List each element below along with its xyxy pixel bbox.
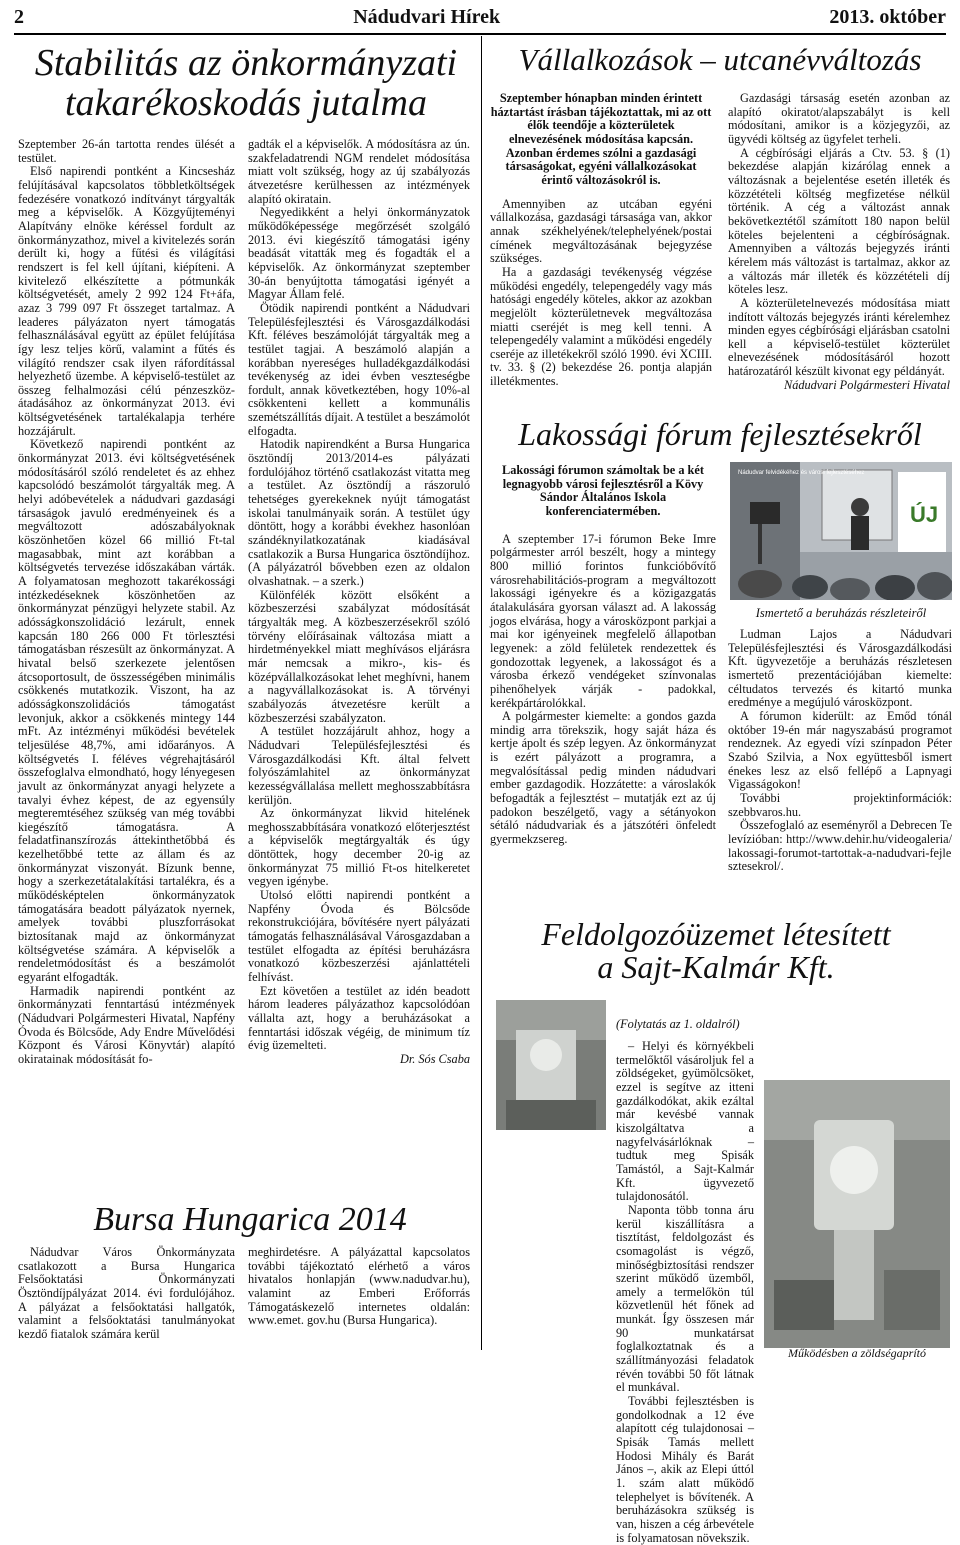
paragraph: meghirdetésre. A pályázattal kapcsolatos további tájékoztató elérhető a város hivatalos honlapján (www.nadudvar.hu), valamint az Emberi Erőforrás Támogatáskezelő internetes oldalán: www.emet. gov.hu (Bursa Hungarica). (248, 1245, 470, 1328)
header-rule (14, 33, 946, 35)
paragraph: Naponta több tonna áru kerül kiszállításra a tisztítást, feldolgozást és csomagolást is végző, minőségbiztosítási rendszer szerint működő üzemből, amely a termelőkön túl közvetlenül hét főnek ad munkát. Így összesen már 90 munkatársat foglalkoztatnak és a szállítmányozási feladatok révén további 50 főt látnak el munkával. (616, 1202, 754, 1395)
lead-text: Szeptember hónapban minden érintett háztartást írásban tájékoztattak, mi az ott élők teendője a közterületek elnevezésének módosítása kapcsán. Azonban érdemes szólni a gazdasági társaságokat, egyéni vállalkozásokat érintő változásokról is. (490, 91, 712, 187)
paragraph: Ludman Lajos a Nádudvari Településfejlesztési és Városgazdálkodási Kft. ügyvezetője a beruházás részletesen ismertető prezentációjában kiemelte: céltudatos tervezés és kitartó munka eredménye a megújuló városközpont. (728, 627, 952, 710)
photo-logo-text: ÚJ (910, 502, 939, 527)
forum-photo-graphic (730, 462, 952, 600)
author-signature: Nádudvari Polgármesteri Hivatal (784, 377, 950, 392)
stability-column-2 (248, 138, 470, 1067)
business-column-1 (490, 92, 712, 389)
forum-photo-caption: Ismertető a beruházás részleteiről (755, 606, 927, 620)
issue-date: 2013. október (829, 5, 946, 28)
paragraph: Szeptember 26-án tartotta rendes ülését a testület. (18, 137, 235, 165)
paragraph: – Helyi és környékbeli termelőktől vásároljuk fel a zöldségeket, gyümölcsöket, ezzel is segítve az itteni gazdálkodókat, akik ezáltal már kevésbé vannak kiszolgáltatva a nagyfelvásárlóknak – tudtuk meg Spisák Tamástól, a Sajt-Kalmár Kft. ügyvezető tulajdonosától. (616, 1039, 754, 1204)
forum-column-1 (490, 464, 716, 847)
page-header (14, 4, 946, 30)
factory-photo-caption: Működésben a zöldségaprító (788, 1346, 926, 1360)
paragraph: Nádudvar Város Önkormányzata csatlakozott a Bursa Hungarica Felsőoktatási Önkormányzati Ösztöndíjpályázat 2014. évi fordulójához. A pályázat a felsőoktatási hallgatók, valamint a felsőoktatási tanulmányokat kezdő fiatalok számára kerül (18, 1245, 235, 1341)
paragraph: Ha a gazdasági tevékenység végzése működési engedély, telepengedély vagy más hatósági engedély köteles, akkor az azokban megjelölt közterületnevek megváltozása miatti cseréjét is meg kell tenni. A telepengedély valamint a működési engedély cseréje az illetékekről szóló 1990. évi XCIII. tv. 33. § (2) bekezdése 26. pontja alapján illetékmentes. (490, 264, 712, 389)
forum-title: Lakossági fórum fejlesztésekről (518, 416, 922, 452)
paragraph: Negyedikként a helyi önkormányzatok működőképessége megőrzését szolgáló 2013. évi kiegészítő támogatási igény beadását vitatták meg és fogadták el a képviselők. Az önkormányzat szeptember 30-án benyújtotta támogatási igényét a Magyar Állam felé. (248, 205, 470, 302)
paragraph: gadták el a képviselők. A módosításra az ún. szakfeladatrendi NGM rendelet módosítása miatt volt szükség, hogy az új szabályozás átvezetésre kerülhessen az intézmények alapító okiratain. (248, 137, 470, 206)
column-separator (481, 36, 482, 1350)
bursa-column-2 (248, 1246, 470, 1328)
continued-note: (Folytatás az 1. oldalról) (616, 1017, 740, 1031)
paragraph: Harmadik napirendi pontként az önkormányzati fenntartású intézmények (Nádudvari Polgármesteri Hivatal, Napfény Óvoda és Bölcsőde, Ady Endre Művelődési Központ és Városi Könyvtár) alapító okiratainak módosítását fo- (18, 983, 235, 1066)
business-title: Vállalkozások – utcanévváltozás (518, 42, 922, 77)
photo-sign-text: Nádudvar felvidékéhez és városi fejlesztéséhez (738, 470, 865, 476)
paragraph: A testület hozzájárult ahhoz, hogy a Nádudvari Településfejlesztési és Városgazdálkodási Kft. által felvett folyószámlahitel az önkormányzat kezességvállalása mellett meghosszabbításra kerüljön. (248, 724, 470, 807)
newspaper-name: Nádudvari Hírek (353, 5, 501, 28)
paragraph: Utolsó előtti napirendi pontként a Napfény Óvoda és Bölcsőde rekonstrukciójára, bővítésére nyert pályázati támogatás felhasználásával Városgazdaban a testület elfogadta az építési beruházásra vonatkozó közbeszerzési ajánlattételi felhívást. (248, 888, 470, 985)
factory-title-line1: Feldolgozóüzemet létesített (541, 916, 891, 952)
stability-title-line1: Stabilitás az önkormányzati (34, 42, 458, 84)
paragraph: A cégbírósági eljárás a Ctv. 53. § (1) bekezdése alapján kizárólag ennek a változásnak a bejelentése esetén illeték és közzétételi költség megfizetése nélkül történik. A cég a változást annak bekövetkeztétől számított 180 napon belül köteles bejelenteni a cégbíróságnak. Amennyiben a változás bejegyzés iránti kérelem más változást is tartalmaz, akkor az a változás már illeték és közzétételi díj köteles lesz. (728, 145, 950, 297)
paragraph: Következő napirendi pontként az önkormányzat 2013. évi költségvetésének módosításáról szóló rendeletet és az ehhez kapcsolódó beszámolót tárgyalták meg. A helyi adóbevételek a nádudvari gazdasági társaságok javuló eredményeinek és a megváltozott adószabályoknak köszönhetően közel 66 millió Ft-tal magasabbak, mint azt korábban a költségvetés tervezése időszakában várták. A folyamatosan meghozott takarékossági intézkedéseknek köszönhetően az önkormányzat pénzügyi helyzete stabil. Az adósságkonszolidáció lezárult, ennek kapcsán 180 266 000 Ft törlesztési támogatásban részesült az önkormányzat. A hivatal belső szerkezete jelentősen átcsoportosult, de összességében minimális csökkenés mutatkozik. Viszont, ha az adósságkonszolidációs támogatást levonjuk, akkor a csökkenés mintegy 144 mFt. Az intézményi működési bevételek teljesülése 48,7%, ami időarányos. A költségvetés I. féléves végrehajtásáról összefoglalva elmondható, hogy lényegesen javult az önkormányzat anyagi helyzete a tavalyi évhez képest, de az egyensúly megteremtéséhez szükség van még további kiegészítő támogatásra. A feladatfinanszírozás áttekinthetőbbá és kezelhetőbbé tette az állam és az önkormányzat viszonyát. Bízunk benne, hogy a szerkezetátalakítási tartalékra, és a működésképtelen önkormányzatok támogatására beadott pályázatok nyernek, amelyek további pluszforrásokat biztosítanak majd az önkormányzat költségvetése számára. A képviselők a rendeletmódosítást és a beszámolót egyaránt elfogadták. (18, 437, 235, 985)
paragraph: Gazdasági társaság esetén azonban az alapító okiratot/alapszabályt is kell módosítani, amikor is a közjegyzői, az ügyvédi költség az ügyfelet terheli. (728, 91, 950, 146)
paragraph: Az önkormányzat likvid hitelének meghosszabbítására vonatkozó előterjesztést a képviselők megtárgyalták és úgy döntöttek, hogy december 20-ig az önkormányzat 75 millió Ft-os hitelkeretet vegyen igénybe. (248, 806, 470, 889)
paragraph: Amennyiben az utcában egyéni vállalkozása, gazdasági társasága van, akkor annak székhelyének/telephelyének/postai címének megváltozásának bejegyzése szükséges. (490, 196, 712, 266)
paragraph: Hatodik napirendként a Bursa Hungarica ösztöndíj 2013/2014-es pályázati fordulójához történő csatlakozást vitatta meg a testület. Az ösztöndíj a rászoruló tehetséges gyerekeknek nyújt támogatást iskolai tanulmányaik során. A testület úgy döntött, hogy a korábbi évekhez hasonlóan szándéknyilatkozatának kiadásával csatlakozik a Bursa Hungarica ösztöndíjhoz. (A pályázatról bővebben ezen az oldalon olvashatnak. – a szerk.) (248, 437, 470, 588)
machine-photo-graphic (764, 1080, 950, 1348)
business-column-2 (728, 92, 950, 392)
factory-continued (616, 1018, 946, 1032)
bursa-title: Bursa Hungarica 2014 (93, 1201, 407, 1238)
factory-title (496, 918, 936, 985)
paragraph: További fejlesztésben is gondolkodnak a 12 éve alapított cég tulajdonosai – Spisák Tamás mellett Hodosi Mihály és Barát János –, akik az Elepi úttól 1. szám alatt működő telephelyet is bővítenék. A beruházásokra szükség is van, hiszen a cég árbevétele is folyamatosan növekszik. (616, 1394, 754, 1545)
paragraph: Különfélék között elsőként a közbeszerzési szabályzat módosítását tárgyalták meg. A közbeszerzésekről szóló törvény előírásainak változása miatt a hirdetményekkel miatt meghívásos eljárásra már nemcsak a mikro-, kis- és középvállalkozásokat lehet meghívni, hanem a nagyvállalkozásokat is. A törvényi szabályozás átvezetésre került a közbeszerzési szabályzaton. (248, 587, 470, 725)
bursa-column-1 (18, 1246, 235, 1342)
paragraph: Ezt követően a testület az idén beadott három leaderes pályázathoz kapcsolódóan vállalta azt, hogy a beruházásokat a fenntartási időszak végéig, de minimum tíz évig üzemelteti. (248, 983, 470, 1053)
forum-photo (730, 462, 952, 600)
paragraph: A közterületelnevezés módosítása miatt indított változás bejegyzés iránti kérelemhez minden egyes cégbírósági eljárásban csatolni kell a képviselő-testület közterület elnevezésének módosításáról hozott határozatáról készült kivonat egy példányát. (728, 295, 950, 379)
paragraph: Ötödik napirendi pontként a Nádudvari Településfejlesztési és Városgazdálkodási Kft. féléves beszámolóját tárgyalták meg a testület tagjai. A beszámoló alapján a korábban nyereséges hulladékgazdálkodási tevékenység az idei évben veszteségbe fordult, annak következtében, hogy 10%-al csökkenteni kellett a kommunális szemétszállítás díjait. A testület a beszámolót elfogadta. (248, 300, 470, 438)
factory-machine-photo (764, 1080, 950, 1348)
stability-column-1 (18, 138, 235, 1067)
lead-text: Lakossági fórumon számoltak be a két legnagyobb városi fejlesztésről a Kövy Sándor Általános Iskola konferenciatermében. (502, 463, 704, 518)
factory-photo (496, 1000, 606, 1130)
author-signature: Dr. Sós Csaba (399, 1051, 470, 1066)
paragraph: Összefoglaló az eseményről a Debrecen Televízióban: http://www.dehir.hu/videogaleria/lakossagi-forumot-tartottak-a-nadudvari-fejlesztesekrol/. (728, 818, 952, 874)
stability-title (16, 44, 476, 123)
paragraph: További projektinformációk: szebbvaros.hu. (728, 790, 952, 819)
forum-column-2 (728, 628, 952, 874)
paragraph: Első napirendi pontként a Kincsesház felújításával kapcsolatos többletköltségek fedezésére vonatkozó indítványt tárgyalták meg a képviselők. A Közgyűjteményi Alapítvány elnöke kéréssel fordult az önkormányzathoz, mivel a kivitelezés során derült ki, hogy a fűtési és világítási rendszert is fel kell újítani, kiépíteni. A kivitelező elkészítette a pótmunkák költségvetését, amely 2 992 124 Ft+áfa, azaz 3 799 097 Ft összeget tartalmaz. A leaderes pályázaton nyert támogatás felhasználásával együtt az épület felújítása így lesz teljes körű, valamint a fűtés és világító rendszer csak ilyen ráfordítással helyezhető üzembe. A képviselő-testület az összeg felhalmozási célú pénzeszköz-átadásához az önkormányzat 2013. évi költségvetésének tartalékalapja terhére hozzájárult. (18, 164, 235, 438)
paragraph: A polgármester kiemelte: a gondos gazda mindig arra törekszik, hogy saját háza és kertje ápolt és szép legyen. Az önkormányzat is ezért pályázott a programra, a megvalósítással pedig minden nádudvari ember gazdagodik. Hozzátette: a városlakók befogadták a fejlesztést – mutatják ezt az új padokon beszélgető, vagy a sétányokon sétáló nádudvariak és a játszótéri önfeledt gyermekzsereg. (490, 709, 716, 847)
factory-photo-graphic (496, 1000, 606, 1130)
page-number: 2 (14, 5, 24, 28)
factory-title-line2: a Sajt-Kalmár Kft. (597, 949, 835, 986)
factory-column (616, 1040, 754, 1545)
paragraph: A szeptember 17-i fórumon Beke Imre polgármester arról beszélt, hogy a mintegy 800 millió forintos funkcióbővítő városrehabilitációs-program a megváltozott lakossági igényekre és a közigazgatás átalakulására gyorsan választ ad. A lakosság jogos elvárása, hogy a városközpont parkjai a mai kor igényeinek megfelelő állapotban legyenek: a zöld felületek rendezettek és gondozottak legyenek, a lakosságot és a városba érkező vendégeket színvonalas pihenőhelyek várják - padokkal, kerékpártárolókkal. (490, 531, 716, 710)
stability-title-line2: takarékoskodás jutalma (64, 81, 427, 124)
paragraph: A fórumon kiderült: az Emőd tónál október 19-én már nagyszabású programot rendeznek. Az egyedi vízi színpadon Péter Szabó Szilvia, a Nox együttesből ismert énekes lesz az első fellépő a Lapnyagi Vigasságokon! (728, 708, 952, 792)
